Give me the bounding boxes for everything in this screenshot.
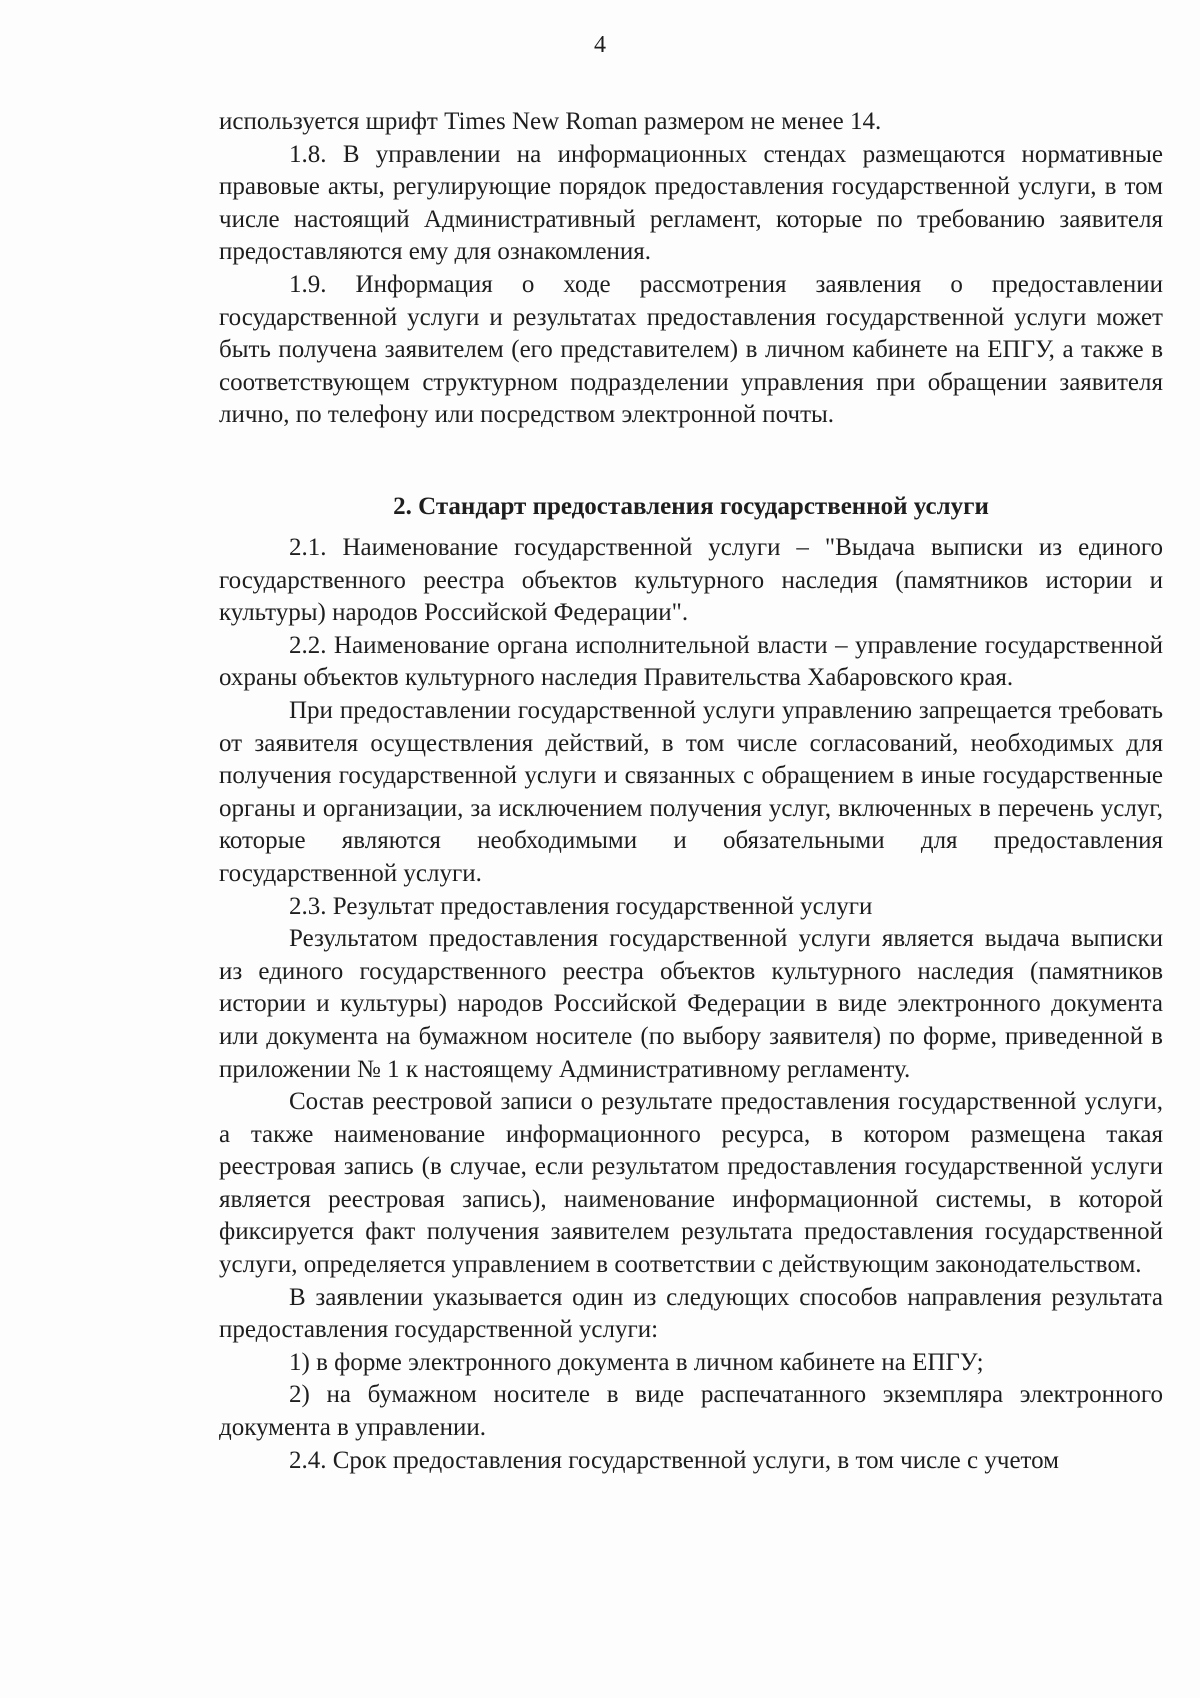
paragraph-1-8: 1.8. В управлении на информационных стендах размещаются нормативные правовые акты, регулирующие порядок предоставления государственной услуги, в том числе настоящий Административный регламент, которые по требованию заявителя предоставляются ему для ознакомления. (219, 140, 1163, 266)
paragraph-result: Результатом предоставления государственной услуги является выдача выписки из единого государственного реестра объектов культурного наследия (памятников истории и культуры) народов Российской Федерации в виде электронного документа или документа на бумажном носителе (по выбору заявителя) по форме, приведенной в приложении № 1 к настоящему Административному регламенту. (219, 925, 1163, 1083)
paragraph-registry-record: Состав реестровой записи о результате предоставления государственной услуги, а также наименование информационного ресурса, в котором размещена такая реестровая запись (в случае, если результатом предоставления государственной услуги является реестровая запись), наименование информационной системы, в которой фиксируется факт получения заявителем результата предоставления государственной услуги, определяется управлением в соответствии с действующим законодательством. (219, 1088, 1163, 1279)
paragraph-2-4: 2.4. Срок предоставления государственной услуги, в том числе с учетом (289, 1446, 1059, 1474)
list-item-electronic: 1) в форме электронного документа в личном кабинете на ЕПГУ; (289, 1348, 984, 1376)
paragraph-2-2: 2.2. Наименование органа исполнительной власти – управление государственной охраны объектов культурного наследия Правительства Хабаровского края. (219, 631, 1163, 692)
paragraph-font-note: используется шрифт Times New Roman размером не менее 14. (219, 108, 882, 135)
list-item-paper: 2) на бумажном носителе в виде распечатанного экземпляра электронного документа в управлении. (219, 1381, 1163, 1442)
paragraph-1-9: 1.9. Информация о ходе рассмотрения заявления о предоставлении государственной услуги и результатах предоставления государственной услуги может быть получена заявителем (его представителем) в личном кабинете на ЕПГУ, а также в соответствующем структурном подразделении управления при обращении заявителя лично, по телефону или посредством электронной почты. (219, 270, 1163, 429)
paragraph-2-1: 2.1. Наименование государственной услуги – "Выдача выписки из единого государственного реестра объектов культурного наследия (памятников истории и культуры) народов Российской Федерации". (219, 534, 1163, 627)
paragraph-prohibition: При предоставлении государственной услуги управлению запрещается требовать от заявителя осуществления действий, в том числе согласований, необходимых для получения государственной услуги и связанных с обращением в иные государственные органы и организации, за исключением получения услуг, включенных в перечень услуг, которые являются необходимыми и обязательными для предоставления государственной услуги. (219, 696, 1163, 887)
section-title: 2. Стандарт предоставления государственной услуги (393, 493, 989, 520)
paragraph-delivery-methods: В заявлении указывается один из следующих способов направления результата предоставления государственной услуги: (219, 1283, 1163, 1344)
document-body-top (219, 106, 1163, 432)
page-number: 4 (594, 32, 606, 58)
paragraph-2-3: 2.3. Результат предоставления государственной услуги (289, 892, 873, 920)
document-body-section (219, 532, 1163, 1477)
